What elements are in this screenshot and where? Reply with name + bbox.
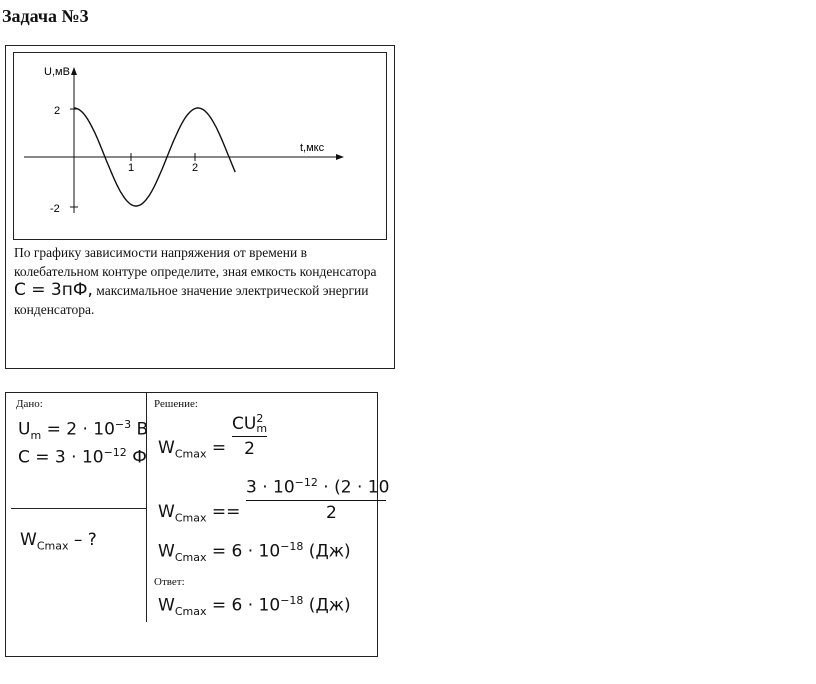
formula2-lhs: $W_{Cmax}$ ==	[158, 502, 241, 525]
solution-box	[5, 392, 390, 657]
x-axis-label: t,мкс	[300, 142, 325, 154]
x-axis-arrow	[336, 154, 344, 160]
problem-box	[5, 45, 395, 369]
y-axis-arrow	[71, 67, 77, 75]
problem-text-part1: По графику зависимости напряжения от времени в колебательном контуре определите, зная емкость конденсатора	[14, 245, 377, 279]
given-voltage: $U_m = 2 \cdot 10^{-3}$ В	[18, 418, 149, 443]
given-capacitance: $C = 3 \cdot 10^{-12}$ Ф	[18, 446, 147, 468]
y-tick-label-minus-2: -2	[50, 203, 60, 215]
formula3: $W_{Cmax} = 6 \cdot 10^{-18}$ (Дж)	[158, 540, 351, 565]
y-tick-label-2: 2	[54, 105, 61, 117]
y-axis-label: U,мВ	[44, 66, 70, 78]
find-energy: $W_{Cmax}$ – ?	[20, 530, 97, 553]
top-border	[6, 392, 377, 393]
graph-frame	[13, 52, 387, 240]
given-divider	[11, 508, 146, 509]
formula1-fraction: CU2 m 2	[232, 412, 268, 459]
problem-text-part2: максимальное значение электрической энергии конденсатора.	[14, 283, 369, 317]
x-tick-label-1: 1	[128, 162, 135, 174]
answer-formula: $W_{Cmax} = 6 \cdot 10^{-18}$ (Дж)	[158, 594, 351, 619]
page-heading: Задача №3	[2, 6, 89, 26]
given-label: Дано:	[16, 398, 43, 410]
answer-label: Ответ:	[154, 576, 185, 588]
solution-label: Решение:	[154, 398, 198, 410]
x-tick-label-2: 2	[192, 162, 199, 174]
problem-statement	[14, 243, 390, 319]
capacitance-formula: C = 3пФ,	[14, 280, 93, 300]
formula2-fraction: $3 \cdot 10^{-12} \cdot (2 \cdot 10$ 2	[246, 476, 390, 523]
formula1-lhs: $W_{Cmax}$ =	[158, 438, 227, 461]
voltage-graph	[14, 53, 388, 241]
